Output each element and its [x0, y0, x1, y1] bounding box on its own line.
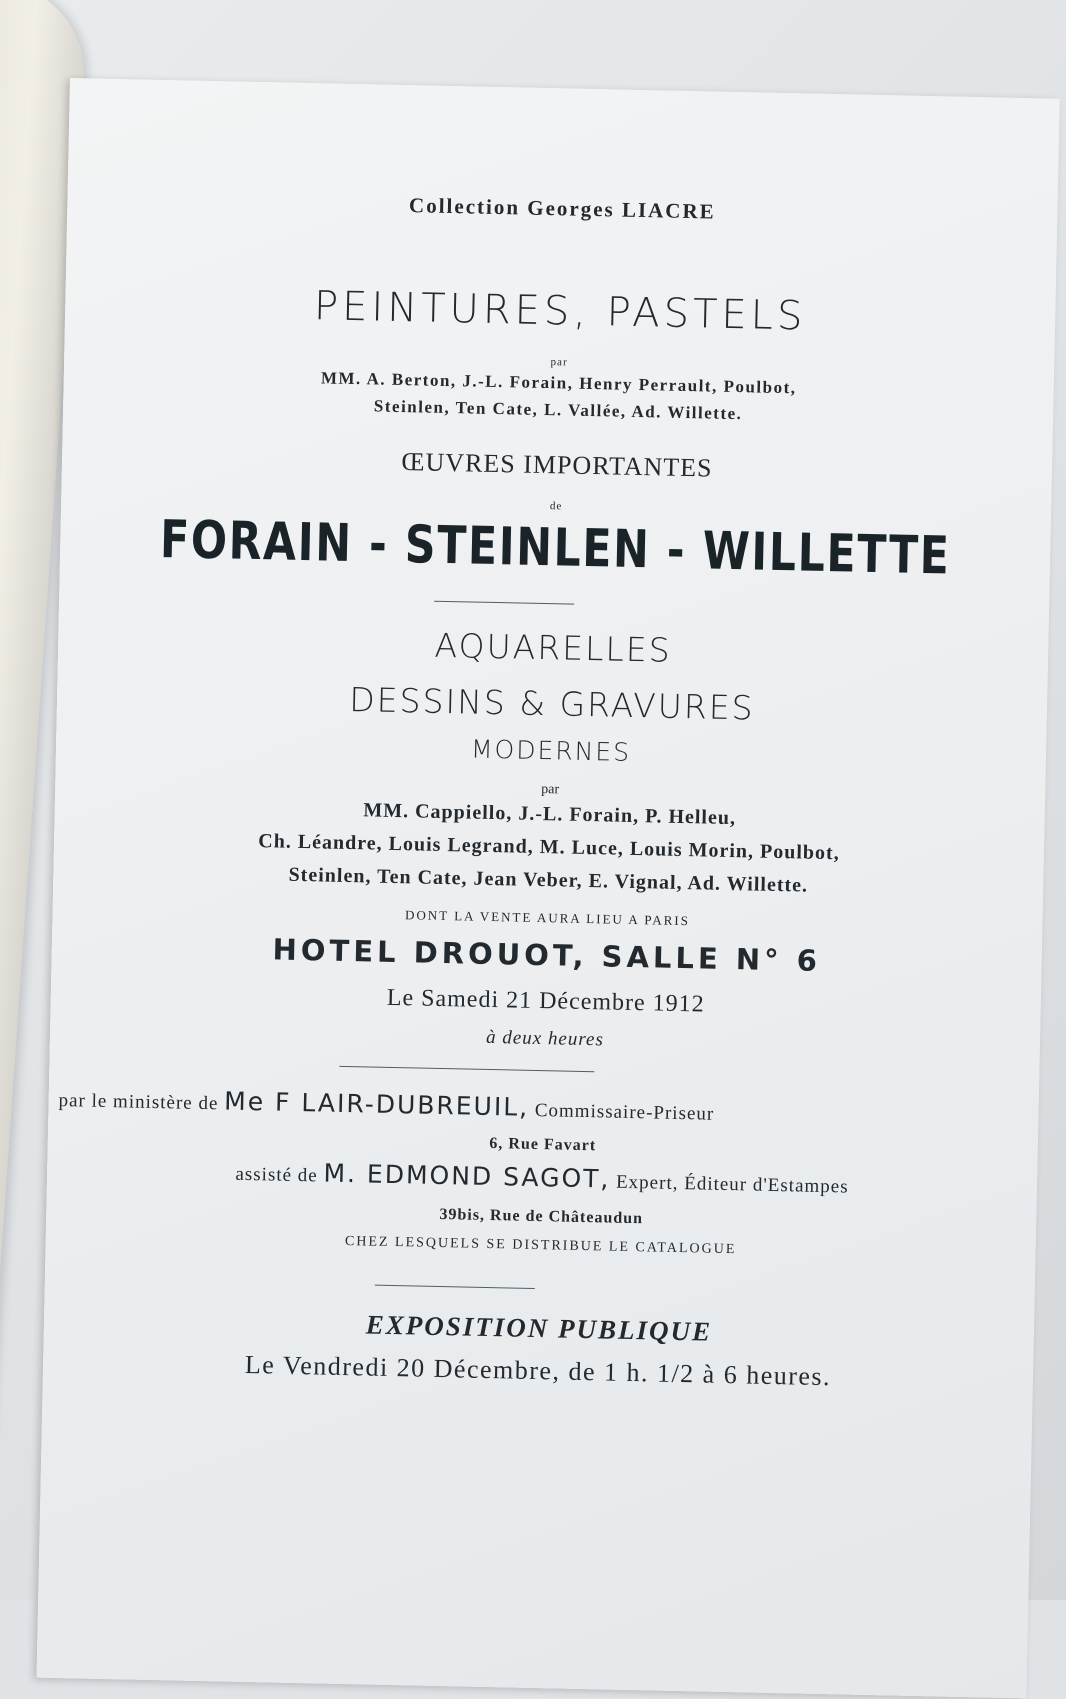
aquarelles-heading: AQUARELLES [434, 625, 673, 670]
divider-2 [339, 1066, 594, 1072]
artists-list-2-line-2: Ch. Léandre, Louis Legrand, M. Luce, Louis Morin, Poulbot, [258, 830, 840, 865]
catalogue-page [36, 78, 1059, 1698]
oeuvres-heading: ŒUVRES IMPORTANTES [401, 447, 713, 483]
exposition-date: Le Vendredi 20 Décembre, de 1 h. 1/2 à 6 heures. [244, 1349, 832, 1392]
auctioneer-line [58, 1083, 1048, 1133]
main-artists-heading: FORAIN - STEINLEN - WILLETTE [159, 509, 952, 587]
expert-prefix: assisté de [235, 1163, 324, 1187]
dessins-heading: DESSINS & GRAVURES [348, 679, 756, 728]
sale-time: à deux heures [485, 1026, 605, 1051]
peintures-heading: PEINTURES, PASTELS [313, 283, 807, 340]
modernes-heading: MODERNES [470, 734, 632, 767]
sale-date: Le Samedi 21 Décembre 1912 [386, 984, 705, 1018]
artists-list-1-line-1: MM. A. Berton, J.-L. Forain, Henry Perrault, Poulbot, [320, 368, 797, 398]
exposition-heading: EXPOSITION PUBLIQUE [365, 1309, 713, 1347]
expert-name: M. EDMOND SAGOT, [323, 1158, 611, 1194]
auctioneer-title: Commissaire-Priseur [528, 1099, 715, 1125]
auctioneer-prefix: par le ministère de [58, 1089, 225, 1115]
de-label: de [549, 500, 563, 513]
expert-address: 39bis, Rue de Châteaudun [439, 1205, 644, 1228]
artists-list-1-line-2: Steinlen, Ten Cate, L. Vallée, Ad. Willette. [373, 396, 743, 424]
par-label-2: par [541, 782, 560, 798]
auctioneer-address: 6, Rue Favart [489, 1135, 597, 1155]
artists-list-2-line-1: MM. Cappiello, J.-L. Forain, P. Helleu, [363, 799, 737, 830]
sale-location-note: DONT LA VENTE AURA LIEU A PARIS [404, 907, 691, 929]
catalogue-distribution-note: CHEZ LESQUELS SE DISTRIBUE LE CATALOGUE [344, 1234, 737, 1258]
venue-heading: HOTEL DROUOT, SALLE N° 6 [272, 932, 822, 978]
auctioneer-name: Me F LAIR-DUBREUIL, [223, 1086, 530, 1122]
artists-list-2-line-3: Steinlen, Ten Cate, Jean Veber, E. Vignal, Ad. Willette. [288, 863, 809, 897]
par-label-1: par [550, 356, 568, 369]
divider-1 [434, 601, 574, 605]
divider-3 [375, 1285, 535, 1289]
expert-title: Expert, Éditeur d'Estampes [610, 1171, 849, 1198]
collection-title: Collection Georges LIACRE [408, 193, 716, 224]
